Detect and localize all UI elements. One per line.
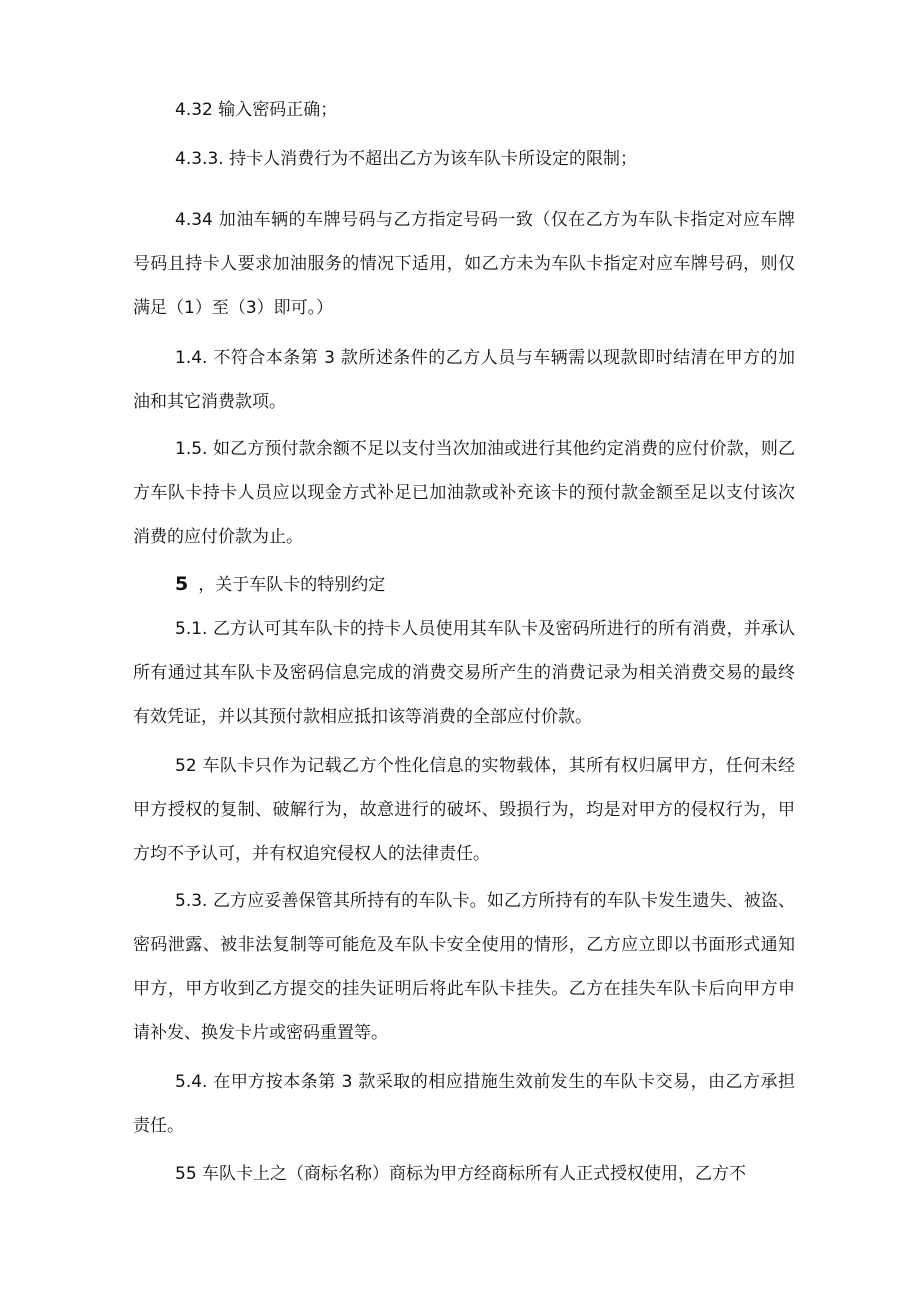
clause-5-2: 52 车队卡只作为记载乙方个性化信息的实物载体，其所有权归属甲方，任何未经甲方授权的复制、破解行为，故意进行的破坏、毁损行为，均是对甲方的侵权行为，甲方均不予认可，并有权追究侵权人的法律责任。	[133, 756, 795, 864]
section-5-number: 5	[175, 573, 189, 595]
clause-4-3-3: 4.3.3. 持卡人消费行为不超出乙方为该车队卡所设定的限制；	[175, 149, 638, 169]
clause-5-3: 5.3. 乙方应妥善保管其所持有的车队卡。如乙方所持有的车队卡发生遗失、被盗、密码泄露、被非法复制等可能危及车队卡安全使用的情形，乙方应立即以书面形式通知甲方，甲方收到乙方提交的挂失证明后将此车队卡挂失。乙方在挂失车队卡后向甲方申请补发、换发卡片或密码重置等。	[133, 891, 795, 1043]
clause-1-4: 1.4. 不符合本条第 3 款所述条件的乙方人员与车辆需以现款即时结清在甲方的加油和其它消费款项。	[133, 348, 795, 412]
section-5-title: ，关于车队卡的特别约定	[198, 575, 386, 595]
clause-5-5: 55 车队卡上之（商标名称）商标为甲方经商标所有人正式授权使用，乙方不	[175, 1164, 747, 1184]
clause-4-3-2: 4.32 输入密码正确；	[175, 100, 338, 120]
clause-4-3-4: 4.34 加油车辆的车牌号码与乙方指定号码一致（仅在乙方为车队卡指定对应车牌号码且持卡人要求加油服务的情况下适用，如乙方未为车队卡指定对应车牌号码，则仅满足（1）至（3）即可。）	[133, 210, 795, 318]
section-5-heading	[133, 562, 795, 607]
clause-5-4: 5.4. 在甲方按本条第 3 款采取的相应措施生效前发生的车队卡交易，由乙方承担责任。	[133, 1072, 795, 1136]
clause-5-1: 5.1. 乙方认可其车队卡的持卡人员使用其车队卡及密码所进行的所有消费，并承认所有通过其车队卡及密码信息完成的消费交易所产生的消费记录为相关消费交易的最终有效凭证，并以其预付款相应抵扣该等消费的全部应付价款。	[133, 619, 795, 727]
clause-1-5: 1.5. 如乙方预付款余额不足以支付当次加油或进行其他约定消费的应付价款，则乙方车队卡持卡人员应以现金方式补足已加油款或补充该卡的预付款金额至足以支付该次消费的应付价款为止。	[133, 439, 795, 547]
